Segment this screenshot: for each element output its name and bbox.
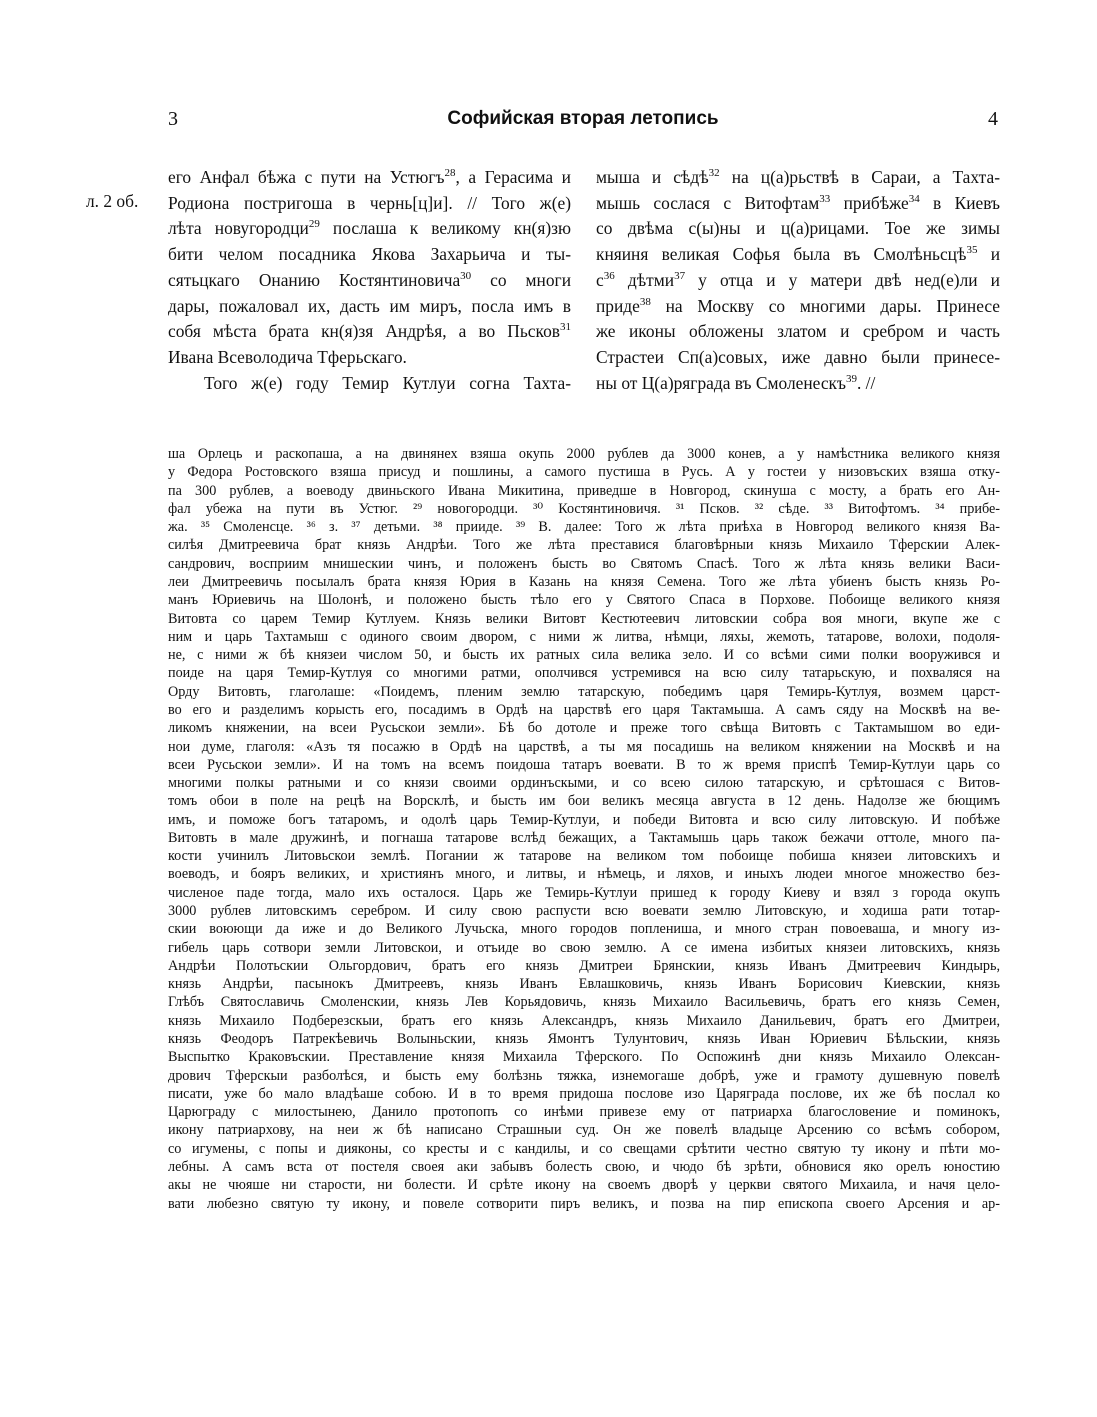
text-line: мышь сослася с Витофтам$^{33}$ прибѣже$^{34}$ в Киевъ	[596, 192, 1000, 213]
note-line: лебны. А самъ вста от постеля своея аки забывъ болесть свою, и чюдо бѣ зрѣти, обновися яко орелъ юностию	[168, 1158, 1000, 1175]
text-line: приде$^{38}$ на Москву со многими дары. Принесе	[596, 295, 1000, 316]
note-line: многими полкы ратными и со князи своими ординъскыми, и со всею силою татарскую, и срѣтошася с Витов-	[168, 775, 1000, 792]
note-line: Андрѣи Полотьскии Ольгордович, братъ его князь Дмитреи Брянскии, князь Иванъ Дмитреевич Киндырь,	[168, 957, 1000, 974]
text-line: же иконы обложены златом и сребром и часть	[596, 321, 1000, 342]
note-line: ша Орлець и раскопаша, а на двинянех взяша окупь 2000 рублев да 3000 конев, а у намѣстника великого князя	[168, 446, 1000, 462]
note-line: Витовть в мале дружинѣ, и погнаша татарове вслѣд бежащих, а Тактамышь царь також бежачи оттоле, много па-	[168, 829, 1000, 846]
note-line: фал убежа на пути въ Устюг. ²⁹ новогородци. ³⁰ Костянтиновичя. ³¹ Псков. ³² сѣде. ³³ Витофтомъ. ³⁴ прибе-	[168, 500, 1000, 517]
note-line: Орду Витовть, глаголаше: «Поидемъ, пленим землю татарскую, победимъ царя Темирь-Кутлуя, возмем царст-	[168, 683, 1000, 700]
text-line: Родиона постригоша в чернь[ц]и]. // Того ж(е)	[168, 192, 571, 213]
running-header	[168, 108, 998, 138]
note-line: Глѣбъ Святославичь Смоленскии, князь Лев Корьядовичь, князь Михаило Васильевичь, братъ его князь Семен,	[168, 994, 1000, 1011]
note-line: кости учинилъ Литовьскои землѣ. Погании ж татарове на великом том побоище побиша князеи литовскихъ и	[168, 848, 1000, 865]
note-line: нои думе, глаголя: «Азъ тя посажю в Ордѣ на царствѣ, а ты мя посадишь на великом княжении на Москвѣ и на	[168, 738, 1000, 755]
note-line: воеводъ, и бояръ великих, и християнъ много, и литвы, и нѣмець, и ляхов, и иныхъ людеи многое множество без-	[168, 866, 1000, 883]
page-number-left: 3	[168, 108, 178, 130]
note-line: численое паде тогда, мало ихъ осталося. Царь же Темирь-Кутлуи пришед к городу Киеву и взял з города окупъ	[168, 884, 1000, 901]
text-line: Того ж(е) году Темир Кутлуи согна Тахта-	[204, 372, 571, 393]
text-line: бити челом посадника Якова Захарьича и ты-	[168, 244, 571, 265]
text-line: мыша и сѣдѣ$^{32}$ на ц(а)рьствѣ в Сараи, а Тахта-	[596, 167, 1000, 187]
left-text-column	[168, 165, 571, 396]
note-line: князь Феодоръ Патрекѣевичь Волыньскии, князь Ямонтъ Тулунтович, князь Иван Юриевич Бѣльскии, князь	[168, 1031, 1000, 1047]
note-line: дрович Тферскыи разболѣся, и бысть ему болѣзнь тяжка, изнемогаше добрѣ, уже и грамоту душевную повелѣ	[168, 1067, 1000, 1084]
note-line: Выспытко Краковъскии. Преставление князя Михаила Тферского. По Оспожинѣ дни князь Михаило Олексан-	[168, 1049, 1000, 1066]
note-line: акы не чюяше ни старости, ни болести. И срѣте икону на своемъ дворѣ у церкви святого Михаила, и начя цело-	[168, 1177, 1000, 1194]
note-line: па 300 рублев, а воеводу двиньского Ивана Микитина, приведше в Новгород, скинуша с мосту, а брать его Ан-	[168, 482, 1000, 499]
text-line: $с^{36}$ дѣтми$^{37}$ у отца и у матери двѣ нед(е)ли и	[596, 269, 1000, 290]
text-line: со двѣма с(ы)ны и ц(а)рицами. Тое же зимы	[596, 218, 1000, 239]
folio-margin-note: л. 2 об.	[86, 191, 139, 211]
note-line: во его и разделимъ корысть его, посадимъ в Ордѣ на царствѣ его царя Тактамыша. А самъ сяду на Москвѣ на ве-	[168, 701, 1000, 718]
text-line: Страстеи Сп(а)совых, иже давно были принесе-	[596, 346, 1000, 367]
text-line: ны от Ц(а)ряграда въ Смоленескъ$^{39}$. //	[596, 372, 876, 393]
note-line: томъ обои в поле на рецѣ на Ворсклѣ, и бысть им бои великъ месяца августа в 12 день. Надолзе же бющимъ	[168, 793, 1000, 810]
running-title: Софийская вторая летопись	[447, 108, 719, 129]
note-line: князь Михаило Подберезскыи, братъ его князь Александръ, князь Михаило Данильевич, братъ его Дмитреи,	[168, 1012, 1000, 1029]
note-line: леи Дмитреевичь посылалъ брата князя Юрия в Казань на князя Семена. Того же лѣта убиенъ бысть князь Ро-	[168, 573, 1000, 590]
note-line: Царюграду с милостынею, Данило протопопъ со инѣми привезе ему от патриарха благословение и поминокъ,	[168, 1104, 1000, 1121]
note-line: Витовта со царем Темир Кутлуем. Князь велики Витовт Кестютеевич литовскии собра воя многи, вкупе же с	[168, 610, 1000, 627]
note-line: всеи Русьскои земли». И на томъ на всемъ поидоша татаръ воевати. В то ж время приспѣ Темир-Кутлуи царь со	[168, 756, 1000, 773]
text-line: лѣта новугородци$^{29}$ послаша к великому кн(я)зю	[168, 218, 571, 239]
note-line: жа. ³⁵ Смоленсце. ³⁶ з. ³⁷ детьми. ³⁸ прииде. ³⁹ В. далее: Того ж лѣта приѣха в Новгород великого князя Ва-	[168, 519, 1000, 536]
note-line: князь Андрѣи, пасынокъ Дмитреевъ, князь Иванъ Евлашковичь, князь Иванъ Борисович Киевскии, князь	[168, 976, 1000, 993]
note-line: 3000 рублев литовскимъ серебром. И силу свою распусти всю воевати землю Литовскую, и ходиша рати тотар-	[168, 903, 1000, 920]
page-number-right: 4	[988, 108, 998, 130]
note-line: поиде на царя Темир-Кутлуя со многими ратми, ополчився устремився на всю силу татарьскую, и похваляся на	[168, 665, 1000, 682]
note-line: манъ Юриевичь на Шолонѣ, и положено бысть тѣло его у Святого Спаса в Порхове. Побоище великого князя	[168, 592, 1000, 609]
note-line: гибель царь сотвори земли Литовскои, и отъиде во свою землю. А се имена избитых князеи литовскихъ, князь	[168, 939, 1000, 956]
note-line: ликомъ княжении, на всеи Русьскои земли». Бѣ бо дотоле и преже того свѣща Витовть с Тактамышом во еди-	[168, 720, 1000, 737]
text-line: сятьцкаго Онанию Костянтиновича$^{30}$ со многи	[168, 269, 572, 290]
text-line: княиня великая Софья была въ Смолѣньсцѣ$^{35}$ и	[596, 244, 1000, 265]
note-line: скии воюющи да иже и до Великого Лучьска, много городов поплениша, и много стран повоеваша, и многу из-	[168, 921, 1000, 938]
textual-notes	[168, 445, 1000, 1213]
text-line: Ивана Всеволодича Тферьскаго.	[168, 346, 407, 367]
note-line: вати любезно святую ту икону, и повеле сотворити пиръ великъ, и позва на пир епископа своего Арсения и ар-	[168, 1195, 1000, 1212]
text-line: дары, пожаловал их, дасть им миръ, посла имъ в	[168, 295, 571, 316]
right-text-column	[596, 165, 1000, 396]
note-line: писати, уже бо мало владѣаше собою. И в то время придоша послове изо Царяграда послове, их же бѣ послал ко	[168, 1085, 1000, 1102]
note-line: имъ, и поможе богъ татаромъ, и одолѣ царь Темир-Кутлуи, и победи Витовта и всю силу литовскую. И побѣже	[168, 811, 1000, 828]
text-line: его Анфал бѣжа с пути на Устюгъ$^{28}$, а Герасима и	[168, 167, 571, 187]
note-line: ним и царь Тахтамыш с одиного своим двором, с ними ж литва, нѣмци, ляхы, жемоть, татарове, волохи, подоля-	[168, 628, 1000, 645]
note-line: не, с ними ж бѣ князеи числом 50, и бысть их ратных сила велика зело. И со всѣми сими полки вооружився и	[168, 647, 1000, 664]
note-line: у Федора Ростовского взяша присуд и пошлины, а самого пустиша в Русь. А у гостеи у низовъских взяша отку-	[168, 464, 1000, 481]
note-line: сандрович, восприим мнишескии чинъ, и положенъ бысть во Святомъ Спасѣ. Того ж лѣта князь велики Васи-	[168, 555, 1000, 572]
text-line: собя мѣста брата кн(я)зя Андрѣя, а во Пьсков$^{31}$	[168, 321, 571, 342]
note-line: икону патриархову, на неи ж бѣ написано Страшныи суд. Он же повелѣ владыце Арсению со всѣмъ собором,	[168, 1122, 1000, 1139]
note-line: силѣя Дмитреевича брат князь Андрѣи. Того же лѣта преставися благовѣрныи князь Михаило Тферскии Алек-	[168, 537, 1000, 554]
note-line: со игумены, с попы и дияконы, со кресты и с кандилы, и со свещами срѣтити честно святую ту икону и пѣти мо-	[168, 1140, 1000, 1157]
